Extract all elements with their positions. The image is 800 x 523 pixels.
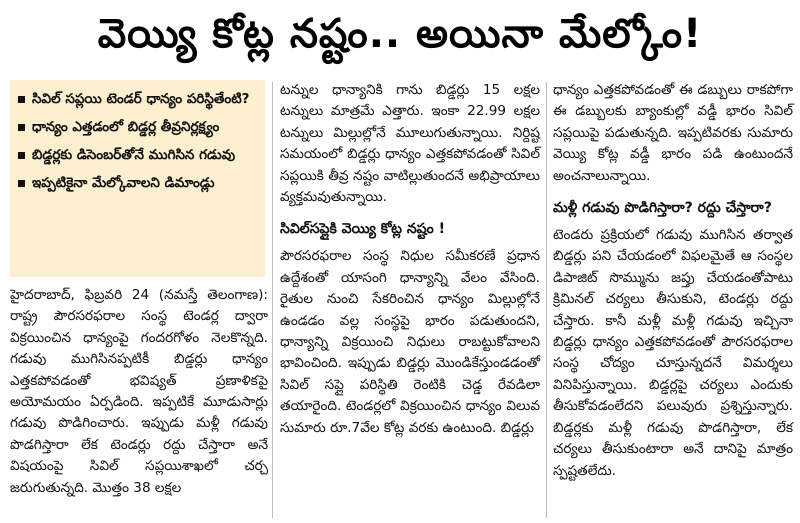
article-column-2 <box>280 80 540 439</box>
highlight-text: సివిల్ సప్లయి టెండర్ ధాన్యం పరిస్థితేంటి? <box>32 91 250 107</box>
highlight-text: ఇప్పటికైనా మేల్కోవాలని డిమాండ్లు <box>32 175 215 191</box>
article-paragraph: ధాన్యం ఎత్తకపోవడంతో ఈ డబ్బులు రాకపోగా ఈ డబ్బులకు బ్యాంకుల్లో వడ్డీ భారం సివిల్ సప్లయిపై పడుతున్నది. ఇప్పటివరకు సుమారు వెయ్యి కోట్ల వడ్డీ భారం పడి ఉంటుందనే అంచనాలున్నాయి. <box>553 82 793 184</box>
square-bullet-icon <box>18 180 25 187</box>
section-subheading: సివిల్‌సప్లైకి వెయ్యి కోట్ల నష్టం ! <box>280 221 445 238</box>
highlight-text: ధాన్యం ఎత్తడంలో బిడ్డర్ల తీవ్రనిర్లక్ష్యం <box>32 119 220 135</box>
square-bullet-icon <box>18 124 25 131</box>
article-paragraph: పౌరసరఫరాల సంస్థ నిధుల సమీకరణే ప్రధాన ఉద్దేశంతో యాసంగి ధాన్యాన్ని వేలం వేసింది. రైతుల నుంచి సేకరించిన ధాన్యం మిల్లుల్లోనే ఉండడం వల్ల సంస్థపై భారం పడుతుందని, ధాన్యాన్ని విక్రయించి నిధులు రాబట్టుకోవాలని భావించింది. ఇప్పుడు బిడ్డర్లు మొండికేస్తుండడంతో సివిల్ సప్లై పరిస్థితి రెంటికి చెడ్డ రేవడిలా తయారైంది. టెండర్లలో విక్రయించిన ధాన్యం విలువ సుమారు రూ.7వేల కోట్ల వరకు ఉంటుంది. బిడ్డర్లు <box>280 248 540 436</box>
column-divider <box>546 82 547 518</box>
article-paragraph: టెండరు ప్రక్రియలో గడువు ముగిసిన తర్వాత బిడ్డర్లు పని చేయడంలో విఫలమైతే ఆ సంస్థల డిపాజిట్ సొమ్మును జప్తు చేయడంతోపాటు క్రిమినల్ చర్యలు తీసుకుని, టెండర్లు రద్దు చేస్తారు. కానీ మళ్లీ మళ్లీ గడువు ఇచ్చినా బిడ్డర్లు ధాన్యం ఎత్తకపోవడంతో పౌరసరఫరాల సంస్థ చోద్యం చూస్తున్నదనే విమర్శలు వినిపిస్తున్నాయి. బిడ్డర్లపై చర్యలు ఎందుకు తీసుకోవడంలేదని పలువురు ప్రశ్నిస్తున్నారు. బిడ్డర్లకు మళ్లీ గడువు పొడగిస్తారా, లేక చర్యలు తీసుకుంటారా అనే దానిపై మాత్రం స్పష్టతలేదు. <box>553 227 793 479</box>
article-column-1 <box>10 285 268 499</box>
highlight-item <box>16 116 259 139</box>
column-divider <box>272 82 273 518</box>
article-paragraph: హైదరాబాద్, ఫిబ్రవరి 24 (నమస్తే తెలంగాణ): రాష్ట్ర పౌరసరఫరాల సంస్థ టెండర్ల ద్వారా విక్రయించిన ధాన్యంపై గందరగోళం నెలకొన్నది. గడువు ముగిసినప్పటికీ బిడ్డర్లు ధాన్యం ఎత్తకపోవడంతో భవిష్యత్ ప్రణాళికపై అయోమయం ఏర్పడింది. ఇప్పటికే మూడుసార్లు గడువు పొడిగించారు. ఇప్పుడు మళ్లీ గడువు పొడగిస్తారా లేక టెండర్లు రద్దు చేస్తారా అనే విషయంపై సివిల్ సప్లయిశాఖలో చర్చ జరుగుతున్నది. మొత్తం 38 లక్షల <box>10 287 268 496</box>
highlight-text: బిడ్డర్లకు డిసెంబర్‌తోనే ముగిసిన గడువు <box>32 147 236 163</box>
square-bullet-icon <box>18 152 25 159</box>
headline: వెయ్యి కోట్ల నష్టం.. అయినా మేల్కోం! <box>97 11 703 57</box>
highlights-box <box>10 80 265 277</box>
highlight-item <box>16 88 259 111</box>
highlight-item <box>16 172 259 195</box>
square-bullet-icon <box>18 96 25 103</box>
section-subheading: మళ్లీ గడువు పొడిగిస్తారా? రద్దు చేస్తారా? <box>553 200 772 217</box>
article-paragraph: టన్నుల ధాన్యానికి గాను బిడ్డర్లు 15 లక్షల టన్నులు మాత్రమే ఎత్తారు. ఇంకా 22.99 లక్షల టన్నులు మిల్లుల్లోనే మూలుగుతున్నాయి. నిర్దిష్ట సమయంలో బిడ్డర్లు ధాన్యం ఎత్తకపోవడంతో సివిల్ సప్లయికి తీవ్ర నష్టం వాటిల్లుతుందనే అభిప్రాయాలు వ్యక్తమవుతున్నాయి. <box>280 82 540 206</box>
highlight-item <box>16 144 259 167</box>
highlights-list <box>16 88 259 195</box>
article-column-3 <box>553 80 793 482</box>
